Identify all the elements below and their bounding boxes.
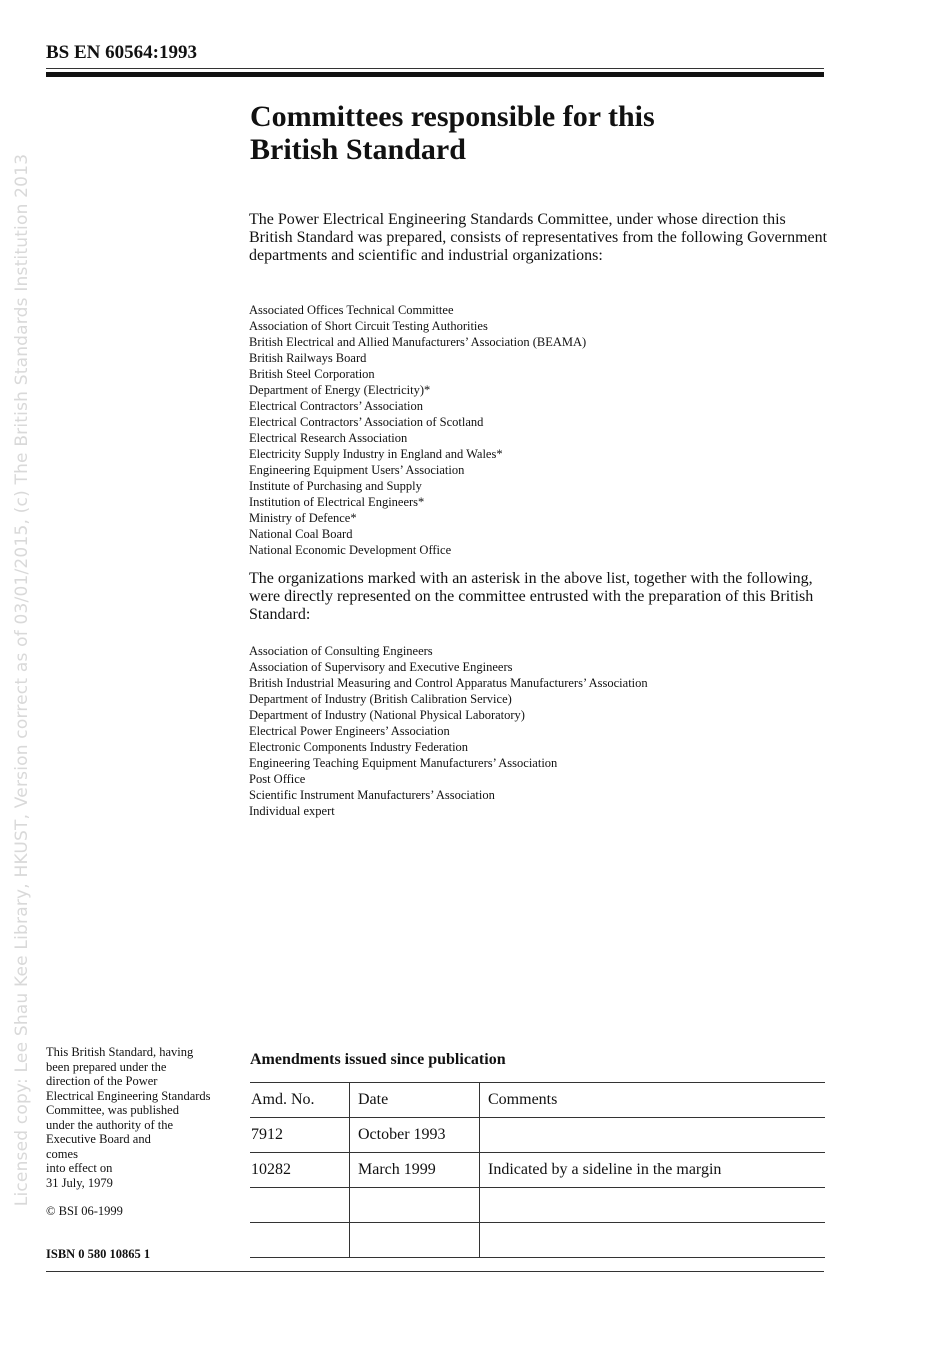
list-item: Institution of Electrical Engineers* <box>249 495 425 509</box>
header-rule-thin <box>46 68 824 69</box>
list-item: Electrical Research Association <box>249 431 408 445</box>
cell-amd-no: 7912 <box>250 1118 350 1153</box>
list-item: Scientific Instrument Manufacturers’ Association <box>249 788 495 802</box>
list-item: Department of Industry (British Calibration Service) <box>249 692 512 706</box>
watermark-text: Licensed copy: Lee Shau Kee Library, HKUST, Version correct as of 03/01/2015, (c) The British Standards Institution 2013 <box>12 153 32 1207</box>
list-item: Post Office <box>249 772 306 786</box>
list-item: Electronic Components Industry Federation <box>249 740 469 754</box>
intro-paragraph: The Power Electrical Engineering Standards Committee, under whose direction this British Standard was prepared, consists of representatives from the following Government departments and scientific and industrial organizations: <box>249 211 828 264</box>
table-row <box>250 1188 825 1223</box>
amendments-table <box>250 1082 825 1258</box>
list-item: National Coal Board <box>249 527 353 541</box>
note-line: 31 July, 1979 <box>46 1175 113 1190</box>
note-line: been prepared under the <box>46 1059 167 1074</box>
list-item: Engineering Teaching Equipment Manufacturers’ Association <box>249 756 558 770</box>
list-item: British Steel Corporation <box>249 367 375 381</box>
list-item: Electrical Contractors’ Association <box>249 399 424 413</box>
list-item: British Railways Board <box>249 351 367 365</box>
note-line: Electrical Engineering Standards <box>46 1088 211 1103</box>
list-item: Association of Consulting Engineers <box>249 644 433 658</box>
list-item: British Electrical and Allied Manufacturers’ Association (BEAMA) <box>249 335 587 349</box>
list-item: Individual expert <box>249 804 335 818</box>
cell-date: March 1999 <box>350 1153 480 1188</box>
note-line: direction of the Power <box>46 1074 158 1088</box>
additional-organization-list <box>249 643 648 819</box>
list-item: Electricity Supply Industry in England and Wales* <box>249 447 503 461</box>
footer-rule <box>46 1271 824 1272</box>
cell-comments <box>480 1188 826 1223</box>
list-item: British Industrial Measuring and Control Apparatus Manufacturers’ Association <box>249 676 648 690</box>
isbn: ISBN 0 580 10865 1 <box>46 1247 151 1261</box>
second-paragraph: The organizations marked with an asterisk in the above list, together with the following, were directly represented on the committee entrusted with the preparation of this British Standard: <box>249 570 814 623</box>
list-item: Electrical Contractors’ Association of Scotland <box>249 415 484 429</box>
list-item: Department of Energy (Electricity)* <box>249 383 431 397</box>
title-line-1: Committees responsible for this <box>250 100 655 133</box>
cell-amd-no: 10282 <box>250 1153 350 1188</box>
cell-date <box>350 1223 480 1258</box>
cell-comments <box>480 1223 826 1258</box>
cell-date <box>350 1188 480 1223</box>
publication-note <box>46 1045 246 1190</box>
list-item: Engineering Equipment Users’ Association <box>249 463 465 477</box>
organization-list <box>249 302 586 558</box>
note-line: Executive Board and <box>46 1132 151 1146</box>
list-item: Ministry of Defence* <box>249 511 357 525</box>
table-header-row <box>250 1083 825 1118</box>
document-code: BS EN 60564:1993 <box>46 42 197 63</box>
table-row <box>250 1223 825 1258</box>
page-title <box>250 100 810 166</box>
cell-comments: Indicated by a sideline in the margin <box>480 1153 826 1188</box>
cell-amd-no <box>250 1188 350 1223</box>
header-date: Date <box>350 1083 480 1118</box>
copyright-notice: © BSI 06-1999 <box>46 1204 123 1218</box>
list-item: National Economic Development Office <box>249 543 452 557</box>
cell-amd-no <box>250 1223 350 1258</box>
cell-comments <box>480 1118 826 1153</box>
list-item: Institute of Purchasing and Supply <box>249 479 422 493</box>
table-row <box>250 1153 825 1188</box>
note-line: Committee, was published <box>46 1103 179 1117</box>
list-item: Electrical Power Engineers’ Association <box>249 724 450 738</box>
list-item: Association of Supervisory and Executive Engineers <box>249 660 513 674</box>
list-item: Associated Offices Technical Committee <box>249 303 454 317</box>
note-line: under the authority of the <box>46 1117 174 1132</box>
list-item: Association of Short Circuit Testing Authorities <box>249 319 488 333</box>
title-line-2: British Standard <box>250 133 466 166</box>
header-rule-thick <box>46 72 824 77</box>
note-line: into effect on <box>46 1161 113 1175</box>
header-amd-no: Amd. No. <box>250 1083 350 1118</box>
header-comments: Comments <box>480 1083 826 1118</box>
table-row <box>250 1118 825 1153</box>
note-line: This British Standard, having <box>46 1045 194 1059</box>
amendments-title: Amendments issued since publication <box>250 1051 506 1068</box>
list-item: Department of Industry (National Physical Laboratory) <box>249 708 525 722</box>
note-line: comes <box>46 1146 78 1161</box>
cell-date: October 1993 <box>350 1118 480 1153</box>
